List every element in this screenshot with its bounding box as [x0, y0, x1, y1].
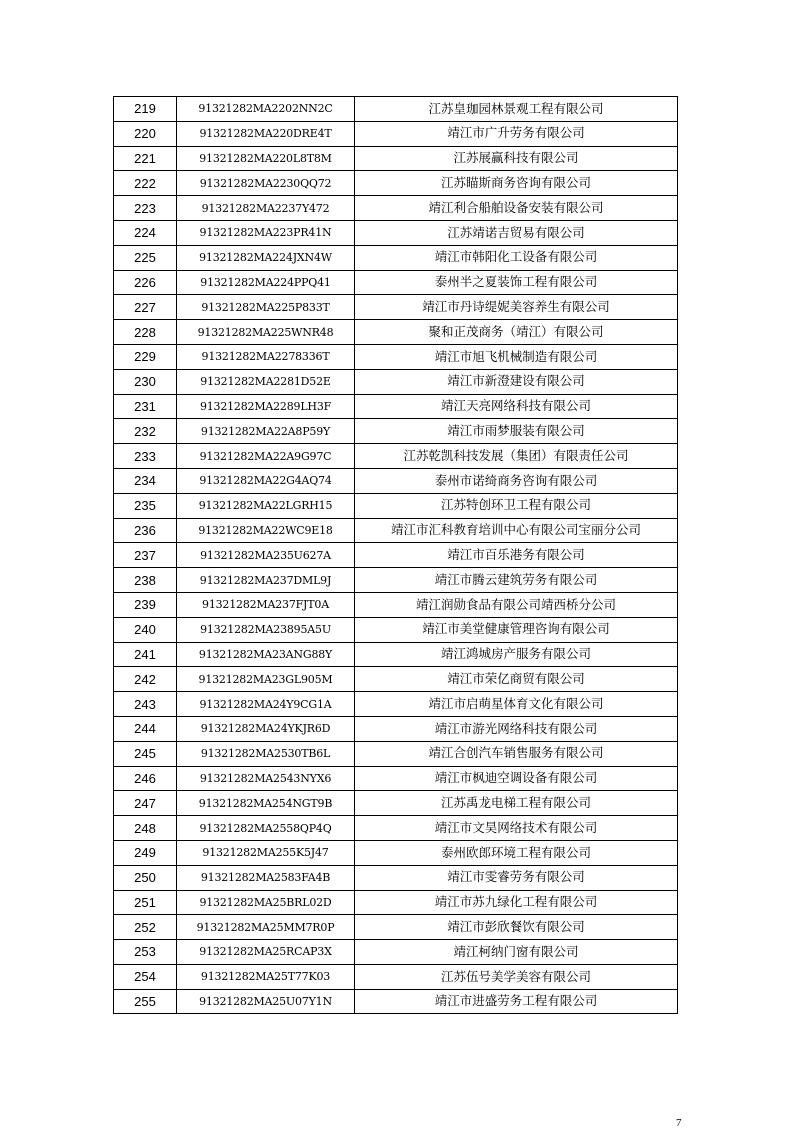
row-number-cell: 224: [114, 220, 177, 245]
table-row: [114, 741, 678, 766]
table-row: [114, 766, 678, 791]
row-number-cell: 241: [114, 642, 177, 667]
table-row: [114, 667, 678, 692]
page-number: 7: [676, 1117, 682, 1129]
row-number-cell: 233: [114, 444, 177, 469]
company-name-cell: 靖江市彭欣餐饮有限公司: [355, 915, 678, 940]
company-name-cell: 江苏展赢科技有限公司: [355, 146, 678, 171]
row-number-cell: 250: [114, 865, 177, 890]
company-name-cell: 靖江市美堂健康管理咨询有限公司: [355, 617, 678, 642]
company-name-cell: 靖江市文昊网络技术有限公司: [355, 816, 678, 841]
company-name-cell: 靖江市荣亿商贸有限公司: [355, 667, 678, 692]
row-number-cell: 246: [114, 766, 177, 791]
table-row: [114, 146, 678, 171]
credit-code-cell: 91321282MA220L8T8M: [177, 146, 355, 171]
row-number-cell: 239: [114, 592, 177, 617]
company-name-cell: 泰州欧郎环境工程有限公司: [355, 840, 678, 865]
credit-code-cell: 91321282MA2281D52E: [177, 369, 355, 394]
table-row: [114, 369, 678, 394]
company-name-cell: 江苏瞄斯商务咨询有限公司: [355, 171, 678, 196]
credit-code-cell: 91321282MA2543NYX6: [177, 766, 355, 791]
credit-code-cell: 91321282MA2237Y472: [177, 196, 355, 221]
row-number-cell: 243: [114, 692, 177, 717]
table-row: [114, 816, 678, 841]
credit-code-cell: 91321282MA254NGT9B: [177, 791, 355, 816]
company-name-cell: 靖江市新澄建设有限公司: [355, 369, 678, 394]
credit-code-cell: 91321282MA24YKJR6D: [177, 716, 355, 741]
table-row: [114, 295, 678, 320]
table-row: [114, 642, 678, 667]
row-number-cell: 236: [114, 518, 177, 543]
credit-code-cell: 91321282MA223PR41N: [177, 220, 355, 245]
row-number-cell: 252: [114, 915, 177, 940]
company-name-cell: 江苏皇珈园林景观工程有限公司: [355, 97, 678, 122]
row-number-cell: 249: [114, 840, 177, 865]
credit-code-cell: 91321282MA22G4AQ74: [177, 468, 355, 493]
credit-code-cell: 91321282MA2558QP4Q: [177, 816, 355, 841]
company-name-cell: 江苏禹龙电梯工程有限公司: [355, 791, 678, 816]
company-name-cell: 江苏伍号美学美容有限公司: [355, 964, 678, 989]
row-number-cell: 223: [114, 196, 177, 221]
credit-code-cell: 91321282MA25MM7R0P: [177, 915, 355, 940]
credit-code-cell: 91321282MA23GL905M: [177, 667, 355, 692]
table-row: [114, 692, 678, 717]
company-name-cell: 靖江市腾云建筑劳务有限公司: [355, 568, 678, 593]
table-row: [114, 915, 678, 940]
credit-code-cell: 91321282MA22A8P59Y: [177, 419, 355, 444]
table-row: [114, 840, 678, 865]
company-name-cell: 江苏靖诺吉贸易有限公司: [355, 220, 678, 245]
row-number-cell: 244: [114, 716, 177, 741]
row-number-cell: 226: [114, 270, 177, 295]
registry-table-body: [114, 97, 678, 1014]
table-row: [114, 270, 678, 295]
row-number-cell: 255: [114, 989, 177, 1014]
row-number-cell: 227: [114, 295, 177, 320]
row-number-cell: 251: [114, 890, 177, 915]
credit-code-cell: 91321282MA2289LH3F: [177, 394, 355, 419]
table-row: [114, 617, 678, 642]
table-row: [114, 568, 678, 593]
row-number-cell: 225: [114, 245, 177, 270]
table-row: [114, 940, 678, 965]
company-name-cell: 泰州半之夏装饰工程有限公司: [355, 270, 678, 295]
credit-code-cell: 91321282MA22A9G97C: [177, 444, 355, 469]
company-name-cell: 靖江市汇科教育培训中心有限公司宝丽分公司: [355, 518, 678, 543]
company-name-cell: 靖江市启萌星体育文化有限公司: [355, 692, 678, 717]
table-row: [114, 121, 678, 146]
company-name-cell: 聚和正茂商务（靖江）有限公司: [355, 320, 678, 345]
company-name-cell: 泰州市诺绮商务咨询有限公司: [355, 468, 678, 493]
table-row: [114, 468, 678, 493]
credit-code-cell: 91321282MA224JXN4W: [177, 245, 355, 270]
table-row: [114, 964, 678, 989]
company-name-cell: 靖江市苏九绿化工程有限公司: [355, 890, 678, 915]
credit-code-cell: 91321282MA25RCAP3X: [177, 940, 355, 965]
credit-code-cell: 91321282MA2202NN2C: [177, 97, 355, 122]
company-name-cell: 靖江市广升劳务有限公司: [355, 121, 678, 146]
table-row: [114, 394, 678, 419]
row-number-cell: 242: [114, 667, 177, 692]
credit-code-cell: 91321282MA22LGRH15: [177, 493, 355, 518]
company-name-cell: 靖江市枫迪空调设备有限公司: [355, 766, 678, 791]
company-name-cell: 靖江柯纳门窗有限公司: [355, 940, 678, 965]
row-number-cell: 230: [114, 369, 177, 394]
row-number-cell: 240: [114, 617, 177, 642]
company-name-cell: 靖江合创汽车销售服务有限公司: [355, 741, 678, 766]
table-row: [114, 865, 678, 890]
company-registry-table: [113, 96, 678, 1014]
row-number-cell: 229: [114, 344, 177, 369]
table-row: [114, 543, 678, 568]
table-row: [114, 989, 678, 1014]
company-name-cell: 靖江润勋食品有限公司靖西桥分公司: [355, 592, 678, 617]
table-row: [114, 171, 678, 196]
credit-code-cell: 91321282MA25U07Y1N: [177, 989, 355, 1014]
row-number-cell: 232: [114, 419, 177, 444]
credit-code-cell: 91321282MA25T77K03: [177, 964, 355, 989]
row-number-cell: 253: [114, 940, 177, 965]
credit-code-cell: 91321282MA220DRE4T: [177, 121, 355, 146]
company-name-cell: 靖江利合船舶设备安装有限公司: [355, 196, 678, 221]
credit-code-cell: 91321282MA2530TB6L: [177, 741, 355, 766]
table-row: [114, 518, 678, 543]
row-number-cell: 222: [114, 171, 177, 196]
credit-code-cell: 91321282MA23ANG88Y: [177, 642, 355, 667]
company-name-cell: 江苏特创环卫工程有限公司: [355, 493, 678, 518]
table-row: [114, 791, 678, 816]
credit-code-cell: 91321282MA24Y9CG1A: [177, 692, 355, 717]
credit-code-cell: 91321282MA237FJT0A: [177, 592, 355, 617]
row-number-cell: 220: [114, 121, 177, 146]
row-number-cell: 245: [114, 741, 177, 766]
table-row: [114, 220, 678, 245]
table-row: [114, 444, 678, 469]
credit-code-cell: 91321282MA22WC9E18: [177, 518, 355, 543]
company-name-cell: 靖江市雯睿劳务有限公司: [355, 865, 678, 890]
company-name-cell: 靖江市百乐港务有限公司: [355, 543, 678, 568]
credit-code-cell: 91321282MA2583FA4B: [177, 865, 355, 890]
table-row: [114, 890, 678, 915]
table-row: [114, 245, 678, 270]
credit-code-cell: 91321282MA25BRL02D: [177, 890, 355, 915]
company-name-cell: 靖江市进盛劳务工程有限公司: [355, 989, 678, 1014]
table-row: [114, 592, 678, 617]
table-row: [114, 344, 678, 369]
company-name-cell: 靖江市韩阳化工设备有限公司: [355, 245, 678, 270]
company-name-cell: 靖江市丹诗缇妮美容养生有限公司: [355, 295, 678, 320]
credit-code-cell: 91321282MA2278336T: [177, 344, 355, 369]
credit-code-cell: 91321282MA255K5J47: [177, 840, 355, 865]
row-number-cell: 219: [114, 97, 177, 122]
table-row: [114, 320, 678, 345]
credit-code-cell: 91321282MA237DML9J: [177, 568, 355, 593]
row-number-cell: 254: [114, 964, 177, 989]
row-number-cell: 247: [114, 791, 177, 816]
table-row: [114, 419, 678, 444]
credit-code-cell: 91321282MA2230QQ72: [177, 171, 355, 196]
table-row: [114, 716, 678, 741]
table-row: [114, 493, 678, 518]
company-name-cell: 靖江市游光网络科技有限公司: [355, 716, 678, 741]
table-row: [114, 97, 678, 122]
row-number-cell: 234: [114, 468, 177, 493]
row-number-cell: 231: [114, 394, 177, 419]
company-name-cell: 靖江鸿城房产服务有限公司: [355, 642, 678, 667]
credit-code-cell: 91321282MA23895A5U: [177, 617, 355, 642]
row-number-cell: 228: [114, 320, 177, 345]
row-number-cell: 221: [114, 146, 177, 171]
company-name-cell: 靖江市雨梦服装有限公司: [355, 419, 678, 444]
row-number-cell: 248: [114, 816, 177, 841]
row-number-cell: 238: [114, 568, 177, 593]
company-name-cell: 靖江市旭飞机械制造有限公司: [355, 344, 678, 369]
credit-code-cell: 91321282MA224PPQ41: [177, 270, 355, 295]
table-row: [114, 196, 678, 221]
company-name-cell: 靖江天亮网络科技有限公司: [355, 394, 678, 419]
row-number-cell: 235: [114, 493, 177, 518]
company-name-cell: 江苏乾凯科技发展（集团）有限责任公司: [355, 444, 678, 469]
credit-code-cell: 91321282MA225WNR48: [177, 320, 355, 345]
credit-code-cell: 91321282MA225P833T: [177, 295, 355, 320]
credit-code-cell: 91321282MA235U627A: [177, 543, 355, 568]
row-number-cell: 237: [114, 543, 177, 568]
